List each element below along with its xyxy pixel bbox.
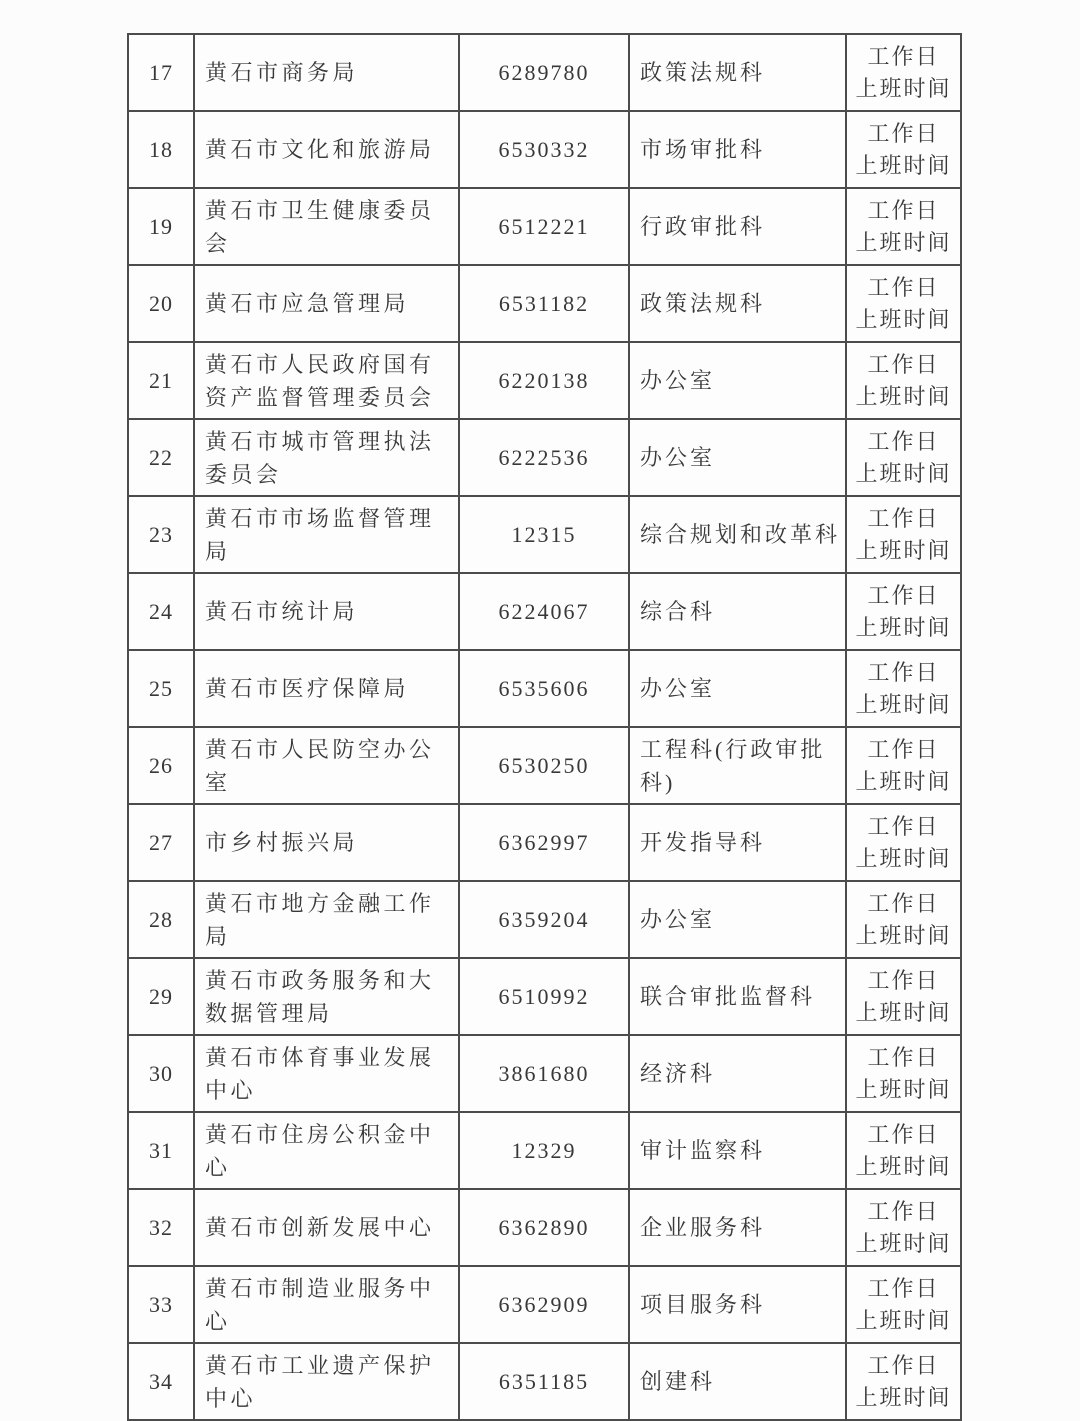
- working-hours-line: 工作日: [867, 1198, 940, 1224]
- working-hours-line: 上班时间: [855, 1230, 952, 1256]
- section-office-cell: 联合审批监督科: [629, 958, 846, 1035]
- department-name-cell: 黄石市人民防空办公室: [194, 727, 459, 804]
- table-row: [128, 804, 961, 881]
- row-number-cell: 30: [128, 1035, 194, 1112]
- phone-number-cell: 6510992: [459, 958, 629, 1035]
- department-name-cell: 黄石市商务局: [194, 34, 459, 111]
- row-number-cell: 24: [128, 573, 194, 650]
- table-body: [128, 34, 961, 1420]
- section-office-cell: 开发指导科: [629, 804, 846, 881]
- department-name-cell: 黄石市人民政府国有资产监督管理委员会: [194, 342, 459, 419]
- table-row: [128, 419, 961, 496]
- table-row: [128, 573, 961, 650]
- phone-number-cell: 6512221: [459, 188, 629, 265]
- row-number-cell: 17: [128, 34, 194, 111]
- phone-number-cell: 6530250: [459, 727, 629, 804]
- row-number-cell: 20: [128, 265, 194, 342]
- working-hours-line: 工作日: [867, 1275, 940, 1301]
- department-name-cell: 黄石市住房公积金中心: [194, 1112, 459, 1189]
- working-hours-line: 上班时间: [855, 691, 952, 717]
- section-office-cell: 办公室: [629, 342, 846, 419]
- row-number-cell: 22: [128, 419, 194, 496]
- table-row: [128, 1112, 961, 1189]
- department-name-cell: 黄石市卫生健康委员会: [194, 188, 459, 265]
- row-number-cell: 29: [128, 958, 194, 1035]
- department-name-cell: 黄石市文化和旅游局: [194, 111, 459, 188]
- table-row: [128, 958, 961, 1035]
- table-row: [128, 265, 961, 342]
- table-row: [128, 188, 961, 265]
- department-name-cell: 黄石市城市管理执法委员会: [194, 419, 459, 496]
- working-hours-line: 上班时间: [855, 229, 952, 255]
- working-hours-cell: [846, 650, 961, 727]
- table-row: [128, 342, 961, 419]
- table-row: [128, 34, 961, 111]
- working-hours-cell: [846, 1189, 961, 1266]
- working-hours-line: 上班时间: [855, 75, 952, 101]
- section-office-cell: 办公室: [629, 419, 846, 496]
- working-hours-line: 工作日: [867, 197, 940, 223]
- working-hours-cell: [846, 1343, 961, 1420]
- working-hours-line: 工作日: [867, 43, 940, 69]
- working-hours-cell: [846, 881, 961, 958]
- section-office-cell: 市场审批科: [629, 111, 846, 188]
- phone-number-cell: 6535606: [459, 650, 629, 727]
- phone-number-cell: 6362997: [459, 804, 629, 881]
- table-row: [128, 650, 961, 727]
- phone-number-cell: 6362890: [459, 1189, 629, 1266]
- section-office-cell: 创建科: [629, 1343, 846, 1420]
- section-office-cell: 政策法规科: [629, 265, 846, 342]
- phone-number-cell: 6362909: [459, 1266, 629, 1343]
- section-office-cell: 工程科(行政审批科): [629, 727, 846, 804]
- working-hours-line: 上班时间: [855, 1384, 952, 1410]
- working-hours-cell: [846, 1112, 961, 1189]
- working-hours-line: 工作日: [867, 813, 940, 839]
- working-hours-line: 工作日: [867, 582, 940, 608]
- department-name-cell: 市乡村振兴局: [194, 804, 459, 881]
- working-hours-cell: [846, 958, 961, 1035]
- phone-number-cell: 6220138: [459, 342, 629, 419]
- department-name-cell: 黄石市政务服务和大数据管理局: [194, 958, 459, 1035]
- department-name-cell: 黄石市体育事业发展中心: [194, 1035, 459, 1112]
- section-office-cell: 企业服务科: [629, 1189, 846, 1266]
- row-number-cell: 26: [128, 727, 194, 804]
- working-hours-line: 工作日: [867, 120, 940, 146]
- working-hours-line: 上班时间: [855, 460, 952, 486]
- row-number-cell: 19: [128, 188, 194, 265]
- table-row: [128, 1266, 961, 1343]
- working-hours-line: 工作日: [867, 1352, 940, 1378]
- row-number-cell: 28: [128, 881, 194, 958]
- working-hours-cell: [846, 727, 961, 804]
- table-row: [128, 1189, 961, 1266]
- working-hours-line: 上班时间: [855, 1076, 952, 1102]
- section-office-cell: 经济科: [629, 1035, 846, 1112]
- row-number-cell: 34: [128, 1343, 194, 1420]
- section-office-cell: 办公室: [629, 881, 846, 958]
- department-name-cell: 黄石市制造业服务中心: [194, 1266, 459, 1343]
- phone-number-cell: 6289780: [459, 34, 629, 111]
- working-hours-cell: [846, 188, 961, 265]
- working-hours-line: 工作日: [867, 967, 940, 993]
- section-office-cell: 政策法规科: [629, 34, 846, 111]
- working-hours-line: 上班时间: [855, 383, 952, 409]
- section-office-cell: 行政审批科: [629, 188, 846, 265]
- working-hours-cell: [846, 1266, 961, 1343]
- phone-number-cell: 12329: [459, 1112, 629, 1189]
- working-hours-line: 上班时间: [855, 152, 952, 178]
- working-hours-line: 上班时间: [855, 537, 952, 563]
- phone-number-cell: 6359204: [459, 881, 629, 958]
- working-hours-line: 工作日: [867, 1044, 940, 1070]
- working-hours-line: 工作日: [867, 659, 940, 685]
- phone-number-cell: 6530332: [459, 111, 629, 188]
- working-hours-line: 工作日: [867, 890, 940, 916]
- table-row: [128, 1343, 961, 1420]
- working-hours-cell: [846, 496, 961, 573]
- section-office-cell: 综合科: [629, 573, 846, 650]
- department-name-cell: 黄石市统计局: [194, 573, 459, 650]
- row-number-cell: 18: [128, 111, 194, 188]
- row-number-cell: 21: [128, 342, 194, 419]
- row-number-cell: 25: [128, 650, 194, 727]
- phone-number-cell: 6222536: [459, 419, 629, 496]
- department-name-cell: 黄石市工业遗产保护中心: [194, 1343, 459, 1420]
- working-hours-line: 工作日: [867, 274, 940, 300]
- row-number-cell: 33: [128, 1266, 194, 1343]
- working-hours-cell: [846, 34, 961, 111]
- working-hours-line: 工作日: [867, 505, 940, 531]
- working-hours-line: 工作日: [867, 351, 940, 377]
- phone-number-cell: 6531182: [459, 265, 629, 342]
- department-name-cell: 黄石市创新发展中心: [194, 1189, 459, 1266]
- working-hours-line: 上班时间: [855, 1153, 952, 1179]
- section-office-cell: 办公室: [629, 650, 846, 727]
- department-name-cell: 黄石市地方金融工作局: [194, 881, 459, 958]
- row-number-cell: 23: [128, 496, 194, 573]
- row-number-cell: 27: [128, 804, 194, 881]
- working-hours-line: 上班时间: [855, 999, 952, 1025]
- department-name-cell: 黄石市市场监督管理局: [194, 496, 459, 573]
- section-office-cell: 审计监察科: [629, 1112, 846, 1189]
- department-name-cell: 黄石市医疗保障局: [194, 650, 459, 727]
- working-hours-line: 上班时间: [855, 306, 952, 332]
- working-hours-line: 工作日: [867, 736, 940, 762]
- section-office-cell: 项目服务科: [629, 1266, 846, 1343]
- table-row: [128, 111, 961, 188]
- department-name-cell: 黄石市应急管理局: [194, 265, 459, 342]
- working-hours-cell: [846, 1035, 961, 1112]
- table-row: [128, 727, 961, 804]
- working-hours-line: 上班时间: [855, 768, 952, 794]
- working-hours-line: 上班时间: [855, 922, 952, 948]
- working-hours-cell: [846, 804, 961, 881]
- working-hours-line: 上班时间: [855, 614, 952, 640]
- row-number-cell: 31: [128, 1112, 194, 1189]
- section-office-cell: 综合规划和改革科: [629, 496, 846, 573]
- phone-number-cell: 6224067: [459, 573, 629, 650]
- table-row: [128, 496, 961, 573]
- working-hours-line: 上班时间: [855, 1307, 952, 1333]
- working-hours-cell: [846, 342, 961, 419]
- working-hours-cell: [846, 573, 961, 650]
- working-hours-cell: [846, 265, 961, 342]
- contact-directory-table: [127, 33, 962, 1421]
- phone-number-cell: 12315: [459, 496, 629, 573]
- row-number-cell: 32: [128, 1189, 194, 1266]
- working-hours-line: 工作日: [867, 1121, 940, 1147]
- working-hours-cell: [846, 419, 961, 496]
- phone-number-cell: 3861680: [459, 1035, 629, 1112]
- table-row: [128, 1035, 961, 1112]
- working-hours-line: 上班时间: [855, 845, 952, 871]
- working-hours-line: 工作日: [867, 428, 940, 454]
- table-row: [128, 881, 961, 958]
- phone-number-cell: 6351185: [459, 1343, 629, 1420]
- working-hours-cell: [846, 111, 961, 188]
